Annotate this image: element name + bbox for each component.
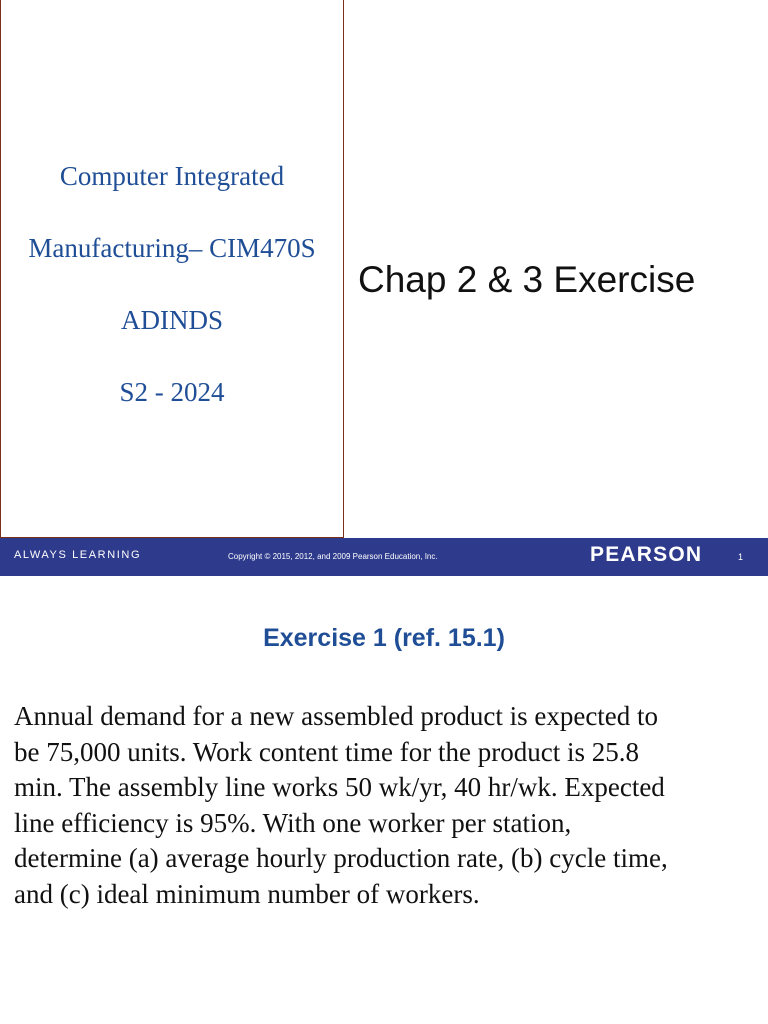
exercise-text-line: determine (a) average hourly production rate, (b) cycle time, — [14, 843, 668, 873]
semester-line: S2 - 2024 — [119, 377, 225, 407]
exercise-text-line: and (c) ideal minimum number of workers. — [14, 878, 480, 909]
course-title-box — [0, 0, 344, 538]
exercise-text-line: Annual demand for a new assembled product is expected to — [14, 701, 659, 731]
footer-copyright: Copyright © 2015, 2012, and 2009 Pearson Education, Inc. — [228, 552, 438, 561]
exercise-text-line: be 75,000 units. Work content time for the product is 25.8 — [14, 736, 639, 767]
exercise-text — [14, 699, 754, 912]
page-number: 1 — [738, 552, 744, 562]
footer-tagline: ALWAYS LEARNING — [14, 549, 142, 561]
exercise-text-line: line efficiency is 95%. With one worker per station, — [14, 807, 572, 838]
exercise-heading: Exercise 1 (ref. 15.1) — [263, 624, 505, 652]
exercise-text-line: min. The assembly line works 50 wk/yr, 40 hr/wk. Expected — [14, 772, 665, 802]
pearson-logo: PEARSON — [590, 543, 703, 566]
footer-bar — [0, 538, 768, 576]
chapter-title: Chap 2 & 3 Exercise — [358, 259, 696, 300]
course-title-line-1: Computer Integrated — [59, 161, 285, 191]
course-code-line: ADINDS — [120, 305, 223, 335]
course-title-line-2: Manufacturing– CIM470S — [28, 233, 316, 263]
